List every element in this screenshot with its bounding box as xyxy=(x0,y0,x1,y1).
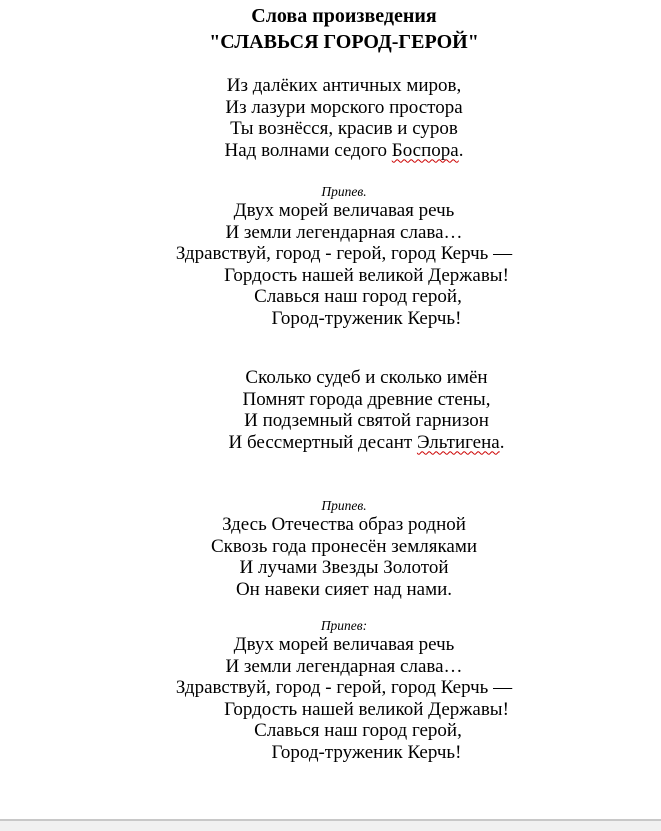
chorus-1-label: Припев. xyxy=(321,184,367,199)
chorus-2-line-1: Двух морей величавая речь xyxy=(233,634,455,655)
verse-2 xyxy=(0,367,661,453)
line-text: И бессмертный десант xyxy=(228,431,417,453)
verse-2-line-3: И подземный святой гарнизон xyxy=(244,410,489,431)
chorus-2 xyxy=(0,634,661,763)
chorus-2-label: Припев: xyxy=(320,618,368,633)
chorus-1-line-2: И земли легендарная слава… xyxy=(225,221,463,243)
chorus-2-line-6: Город-труженик Керчь! xyxy=(271,741,462,763)
verse-3-label: Припев. xyxy=(321,498,367,513)
verse-3-line-1: Здесь Отечества образ родной xyxy=(222,514,466,535)
document-title xyxy=(0,0,661,55)
chorus-2-line-5: Славься наш город герой, xyxy=(254,720,462,741)
verse-2-line-1: Сколько судеб и сколько имён xyxy=(245,367,488,388)
title-line-2: "СЛАВЬСЯ ГОРОД-ГЕРОЙ" xyxy=(209,31,479,53)
verse-3-line-2: Сквозь года пронесён земляками xyxy=(210,535,478,557)
chorus-2-line-4: Гордость нашей великой Державы! xyxy=(224,698,509,720)
line-text: . xyxy=(499,431,505,453)
verse-1-line-2: Из лазури морского простора xyxy=(225,96,463,118)
misspelled-word-bospora: Боспора xyxy=(391,139,459,161)
chorus-2-line-2: И земли легендарная слава… xyxy=(225,655,463,677)
verse-3-line-4: Он навеки сияет над нами. xyxy=(235,578,453,600)
verse-2-line-2: Помнят города древние стены, xyxy=(242,388,491,410)
verse-1-line-1: Из далёких античных миров, xyxy=(226,75,462,96)
chorus-1-line-3: Здравствуй, город - герой, город Керчь — xyxy=(175,243,513,264)
verse-3-line-3: И лучами Звезды Золотой xyxy=(239,557,449,578)
chorus-1-line-4: Гордость нашей великой Державы! xyxy=(224,264,509,286)
chorus-1-line-1: Двух морей величавая речь xyxy=(233,200,455,221)
verse-2-line-4 xyxy=(0,432,661,454)
verse-3 xyxy=(0,514,661,600)
verse-1-line-3: Ты вознёсся, красив и суров xyxy=(230,118,458,139)
misspelled-word-eltigena: Эльтигена xyxy=(416,431,500,453)
chorus-1 xyxy=(0,200,661,329)
chorus-2-line-3: Здравствуй, город - герой, город Керчь — xyxy=(175,677,513,698)
line-text: Над волнами седого xyxy=(224,139,392,161)
bottom-bar xyxy=(0,819,661,831)
chorus-1-line-6: Город-труженик Керчь! xyxy=(271,307,462,329)
chorus-1-line-5: Славься наш город герой, xyxy=(254,286,462,307)
verse-1-line-4 xyxy=(0,140,661,162)
verse-1 xyxy=(0,75,661,161)
title-line-1: Слова произведения xyxy=(251,5,437,27)
line-text: . xyxy=(458,139,464,161)
